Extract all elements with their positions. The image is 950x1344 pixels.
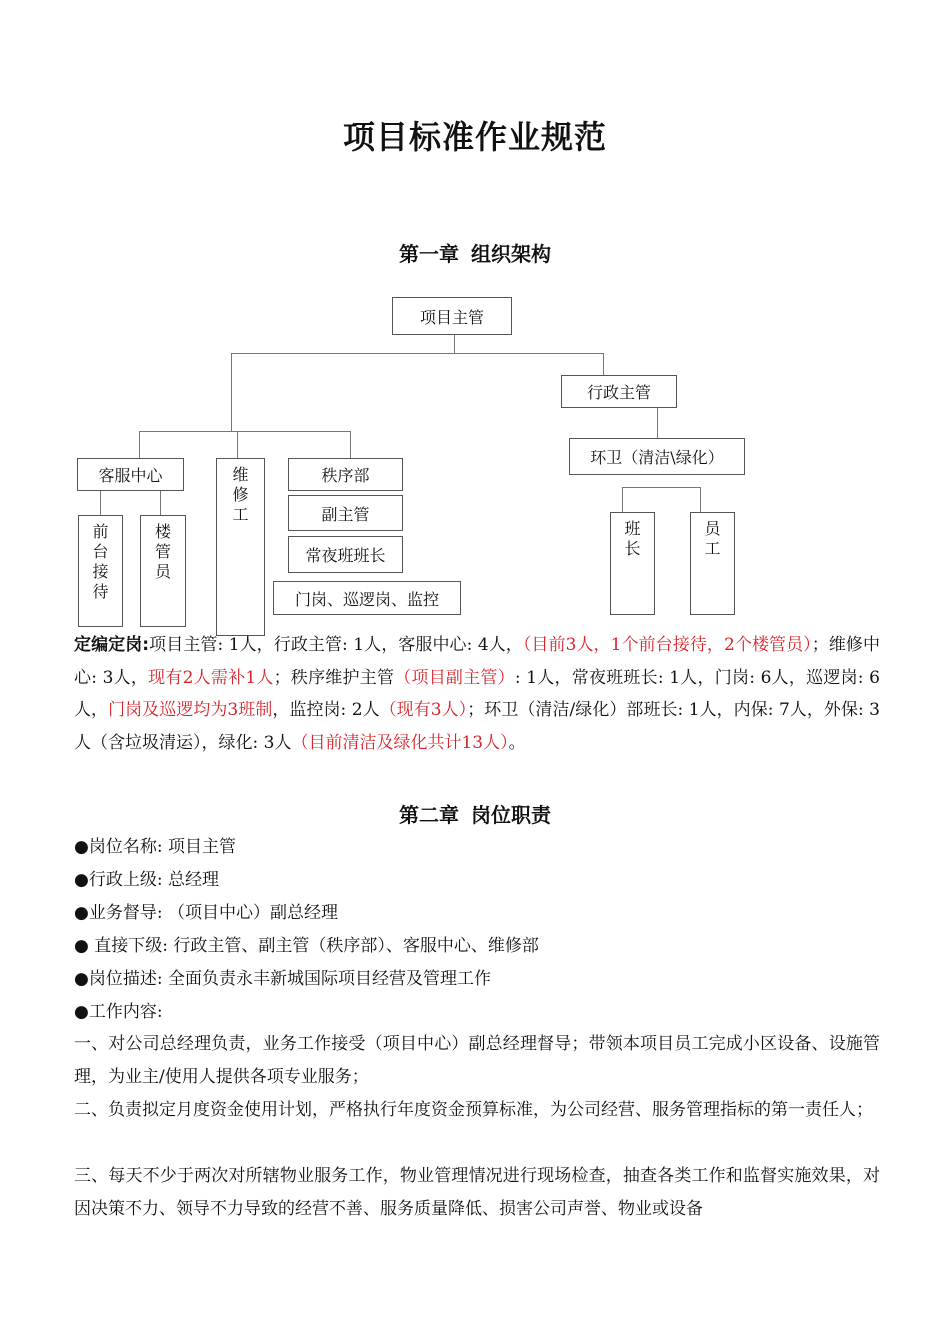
chapter-1-heading (0, 238, 950, 267)
job-bullet: ●行政上级: 总经理 (74, 870, 219, 890)
staffing-text-5: ，监控岗: 2人 (272, 700, 380, 720)
staffing-note-1: （目前3人，1个前台接待，2个楼管员） (522, 635, 812, 655)
staffing-paragraph (74, 629, 880, 759)
org-node-staff (690, 512, 735, 615)
org-node-staff-label: 员工 (704, 519, 721, 558)
duty-item-3: 三、每天不少于两次对所辖物业服务工作，物业管理情况进行现场检查，抽查各类工作和监督实施效果，对因决策不力、领导不力导致的经营不善、服务质量降低、损害公司声誉、物业或设备 (74, 1166, 880, 1219)
org-node-sanitation: 环卫（清洁\绿化） (569, 438, 745, 475)
staffing-note-5: （现有3人） (379, 700, 468, 720)
org-node-project-manager: 项目主管 (392, 297, 512, 335)
org-node-front-desk (78, 515, 123, 627)
staffing-text-1: 项目主管: 1人，行政主管: 1人，客服中心: 4人， (149, 635, 523, 655)
org-node-guard-posts: 门岗、巡逻岗、监控 (273, 581, 461, 615)
staffing-label: 定编定岗: (74, 635, 150, 655)
staffing-text-7: 。 (508, 732, 526, 753)
job-bullet: ●岗位描述: 全面负责永丰新城国际项目经营及管理工作 (74, 969, 491, 989)
org-node-floor-manager (140, 515, 186, 627)
staffing-note-2: 现有2人需补1人 (148, 667, 274, 688)
org-node-maintenance (216, 458, 265, 636)
chapter-2-name: 岗位职责 (471, 803, 551, 827)
org-node-front-desk-label: 前台接待 (92, 522, 109, 601)
org-node-deputy-manager: 副主管 (288, 495, 403, 531)
chapter-1-name: 组织架构 (471, 242, 551, 266)
staffing-note-6: （目前清洁及绿化共计13人） (291, 732, 509, 753)
org-node-team-leader (610, 512, 655, 615)
org-node-maintenance-label: 维修工 (232, 465, 249, 524)
org-node-team-leader-label: 班长 (624, 519, 641, 558)
document-title: 项目标准作业规范 (342, 118, 607, 156)
staffing-text-2: ；维修中心: 3人， (74, 635, 880, 688)
org-node-floor-manager-label: 楼管员 (154, 522, 171, 581)
staffing-note-4: 门岗及巡逻均为3班制 (108, 700, 273, 720)
chapter-2-number: 第二章 (399, 803, 459, 827)
staffing-text-6: ；环卫（清洁/绿化）部班长: 1人，内保: 7人，外保: 3人（含垃圾清运），绿化: 3人 (74, 700, 880, 753)
job-bullet: ●业务督导: （项目中心）副总经理 (74, 903, 338, 923)
org-node-customer-service: 客服中心 (77, 458, 184, 491)
duty-item-1: 一、对公司总经理负责，业务工作接受（项目中心）副总经理督导；带领本项目员工完成小区设备、设施管理，为业主/使用人提供各项专业服务； (74, 1034, 880, 1087)
org-node-order-dept: 秩序部 (288, 458, 403, 491)
staffing-text-4: : 1人，常夜班班长: 1人，门岗: 6人，巡逻岗: 6人， (74, 667, 880, 720)
job-bullet: ●岗位名称: 项目主管 (74, 837, 236, 857)
org-node-night-leader: 常夜班班长 (288, 536, 403, 573)
staffing-text-3: ；秩序维护主管 (273, 667, 395, 688)
duty-item-2: 二、负责拟定月度资金使用计划，严格执行年度资金预算标准，为公司经营、服务管理指标的第一责任人； (74, 1100, 873, 1120)
staffing-note-3: （项目副主管） (394, 667, 515, 688)
chapter-1-number: 第一章 (399, 242, 459, 266)
job-bullet: ●工作内容: (74, 1002, 163, 1022)
job-bullet: ● 直接下级: 行政主管、副主管（秩序部）、客服中心、维修部 (74, 936, 539, 956)
org-node-admin-manager: 行政主管 (561, 375, 677, 408)
chapter-2-heading (0, 799, 950, 828)
